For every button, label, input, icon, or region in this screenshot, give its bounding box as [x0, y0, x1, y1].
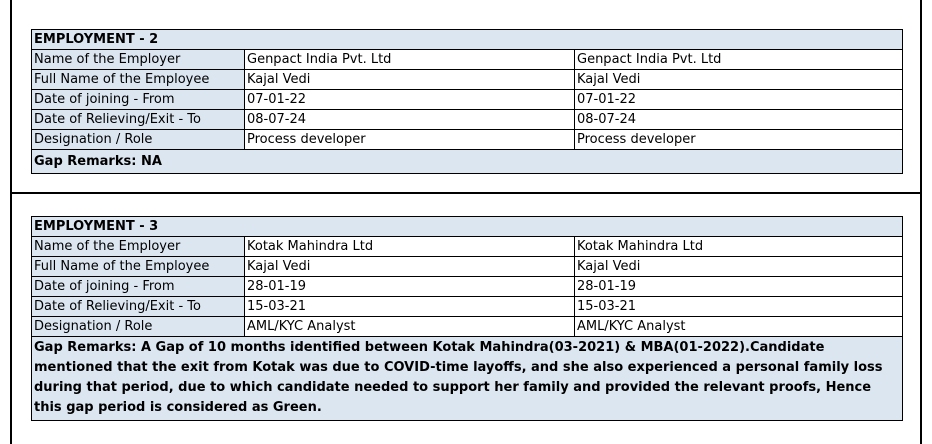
claimed-value: Process developer [245, 130, 575, 150]
claimed-value: 07-01-22 [245, 90, 575, 110]
claimed-value: 08-07-24 [245, 110, 575, 130]
claimed-value: Genpact India Pvt. Ltd [245, 50, 575, 70]
claimed-value: 15-03-21 [245, 297, 575, 317]
row-label: Date of joining - From [32, 90, 245, 110]
row-label: Designation / Role [32, 317, 245, 337]
verified-value: Kajal Vedi [575, 70, 903, 90]
row-label: Name of the Employer [32, 237, 245, 257]
employment-title: EMPLOYMENT - 3 [32, 217, 903, 237]
table-header-row [32, 217, 903, 237]
gap-remarks: Gap Remarks: A Gap of 10 months identified between Kotak Mahindra(03-2021) & MBA(01-2022).Candidate mentioned that the exit from Kotak was due to COVID-time layoffs, and she also experienced a personal family loss during that period, due to which candidate needed to support her family and provided the relevant proofs, Hence this gap period is considered as Green. [32, 337, 903, 421]
table-row [32, 257, 903, 277]
employment-title: EMPLOYMENT - 2 [32, 30, 903, 50]
row-label: Date of joining - From [32, 277, 245, 297]
verified-value: 15-03-21 [575, 297, 903, 317]
claimed-value: AML/KYC Analyst [245, 317, 575, 337]
row-label: Full Name of the Employee [32, 70, 245, 90]
gap-remarks: Gap Remarks: NA [32, 150, 903, 174]
employment-3-table [31, 216, 903, 421]
table-row [32, 70, 903, 90]
verified-value: 28-01-19 [575, 277, 903, 297]
row-label: Date of Relieving/Exit - To [32, 297, 245, 317]
claimed-value: Kajal Vedi [245, 257, 575, 277]
table-row [32, 317, 903, 337]
table-row [32, 90, 903, 110]
row-label: Date of Relieving/Exit - To [32, 110, 245, 130]
claimed-value: Kajal Vedi [245, 70, 575, 90]
employment-2-table [31, 29, 903, 174]
table-header-row [32, 30, 903, 50]
table-row [32, 50, 903, 70]
row-label: Name of the Employer [32, 50, 245, 70]
row-label: Full Name of the Employee [32, 257, 245, 277]
table-row [32, 237, 903, 257]
claimed-value: Kotak Mahindra Ltd [245, 237, 575, 257]
claimed-value: 28-01-19 [245, 277, 575, 297]
table-row [32, 297, 903, 317]
table-row [32, 277, 903, 297]
table-row [32, 110, 903, 130]
gap-remarks-row [32, 337, 903, 421]
verified-value: AML/KYC Analyst [575, 317, 903, 337]
verified-value: Kotak Mahindra Ltd [575, 237, 903, 257]
verified-value: Kajal Vedi [575, 257, 903, 277]
verified-value: 07-01-22 [575, 90, 903, 110]
verified-value: 08-07-24 [575, 110, 903, 130]
table-row [32, 130, 903, 150]
verified-value: Process developer [575, 130, 903, 150]
verified-value: Genpact India Pvt. Ltd [575, 50, 903, 70]
gap-remarks-row [32, 150, 903, 174]
row-label: Designation / Role [32, 130, 245, 150]
